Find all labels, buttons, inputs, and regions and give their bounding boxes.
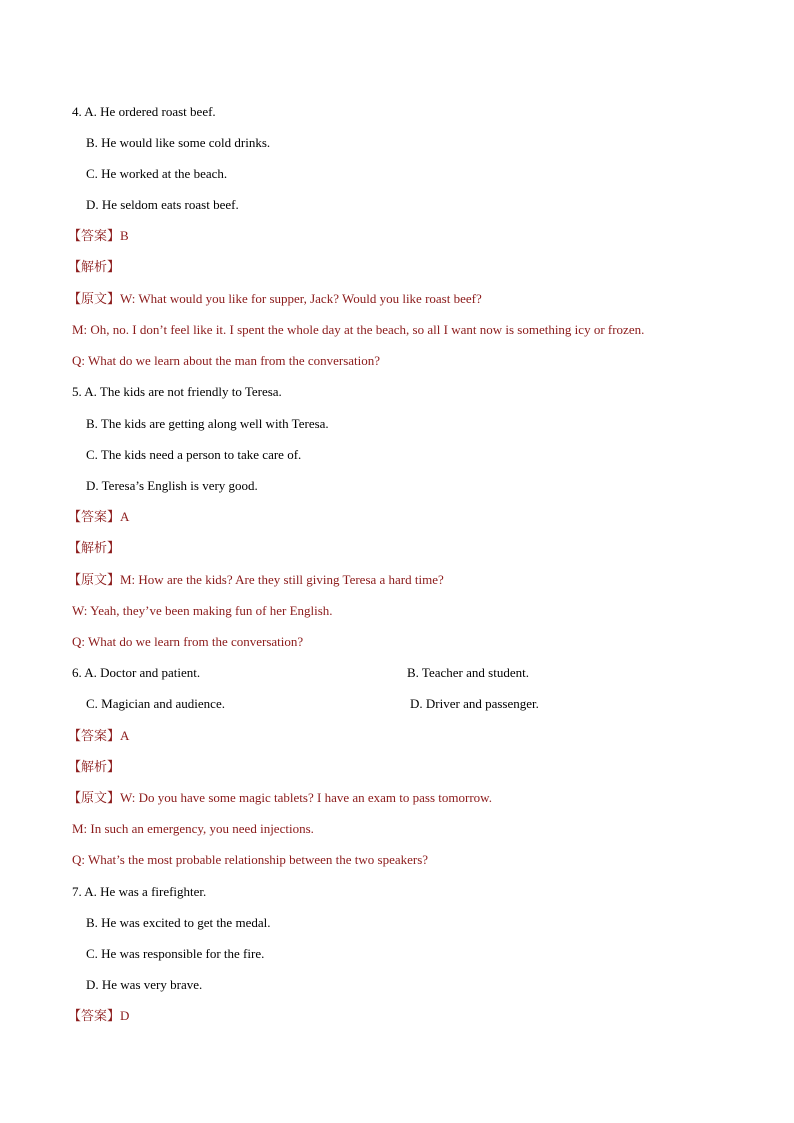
q6-analysis-label: 【解析】: [68, 759, 121, 774]
q6-transcript-line-1: 【原文】W: Do you have some magic tablets? I have an exam to pass tomorrow.: [68, 790, 492, 805]
q5-stem: 5. A. The kids are not friendly to Teresa.: [72, 384, 282, 399]
q6-option-c: C. Magician and audience.: [86, 696, 225, 711]
q6-answer: 【答案】A: [68, 728, 130, 743]
q4-option-d: D. He seldom eats roast beef.: [86, 197, 239, 212]
q4-analysis-label: 【解析】: [68, 259, 121, 274]
q5-option-c: C. The kids need a person to take care of.: [86, 447, 302, 462]
q5-option-b: B. The kids are getting along well with Teresa.: [86, 416, 329, 431]
q4-answer: 【答案】B: [68, 228, 129, 243]
q5-transcript-line-1: 【原文】M: How are the kids? Are they still giving Teresa a hard time?: [68, 572, 444, 587]
q6-transcript-line-2: M: In such an emergency, you need injections.: [72, 821, 314, 836]
q7-option-c: C. He was responsible for the fire.: [86, 946, 265, 961]
q5-transcript-line-2: W: Yeah, they’ve been making fun of her English.: [72, 603, 333, 618]
q6-option-b: B. Teacher and student.: [407, 665, 529, 680]
q4-stem: 4. A. He ordered roast beef.: [72, 104, 216, 119]
q6-transcript-question: Q: What’s the most probable relationship between the two speakers?: [72, 852, 429, 867]
q6-option-d: D. Driver and passenger.: [410, 696, 539, 711]
q7-stem: 7. A. He was a firefighter.: [72, 884, 207, 899]
q5-transcript-question: Q: What do we learn from the conversation?: [72, 634, 304, 649]
q4-transcript-question: Q: What do we learn about the man from the conversation?: [72, 353, 381, 368]
q4-transcript-line-2: M: Oh, no. I don’t feel like it. I spent the whole day at the beach, so all I want now is something icy or frozen.: [72, 322, 645, 337]
q7-option-b: B. He was excited to get the medal.: [86, 915, 271, 930]
q6-stem: 6. A. Doctor and patient.: [72, 665, 201, 680]
q4-transcript-line-1: 【原文】W: What would you like for supper, Jack? Would you like roast beef?: [68, 291, 482, 306]
q7-answer: 【答案】D: [68, 1008, 130, 1023]
q7-option-d: D. He was very brave.: [86, 977, 203, 992]
q4-option-c: C. He worked at the beach.: [86, 166, 228, 181]
q5-answer: 【答案】A: [68, 509, 130, 524]
q5-option-d: D. Teresa’s English is very good.: [86, 478, 258, 493]
q5-analysis-label: 【解析】: [68, 540, 121, 555]
q4-option-b: B. He would like some cold drinks.: [86, 135, 271, 150]
